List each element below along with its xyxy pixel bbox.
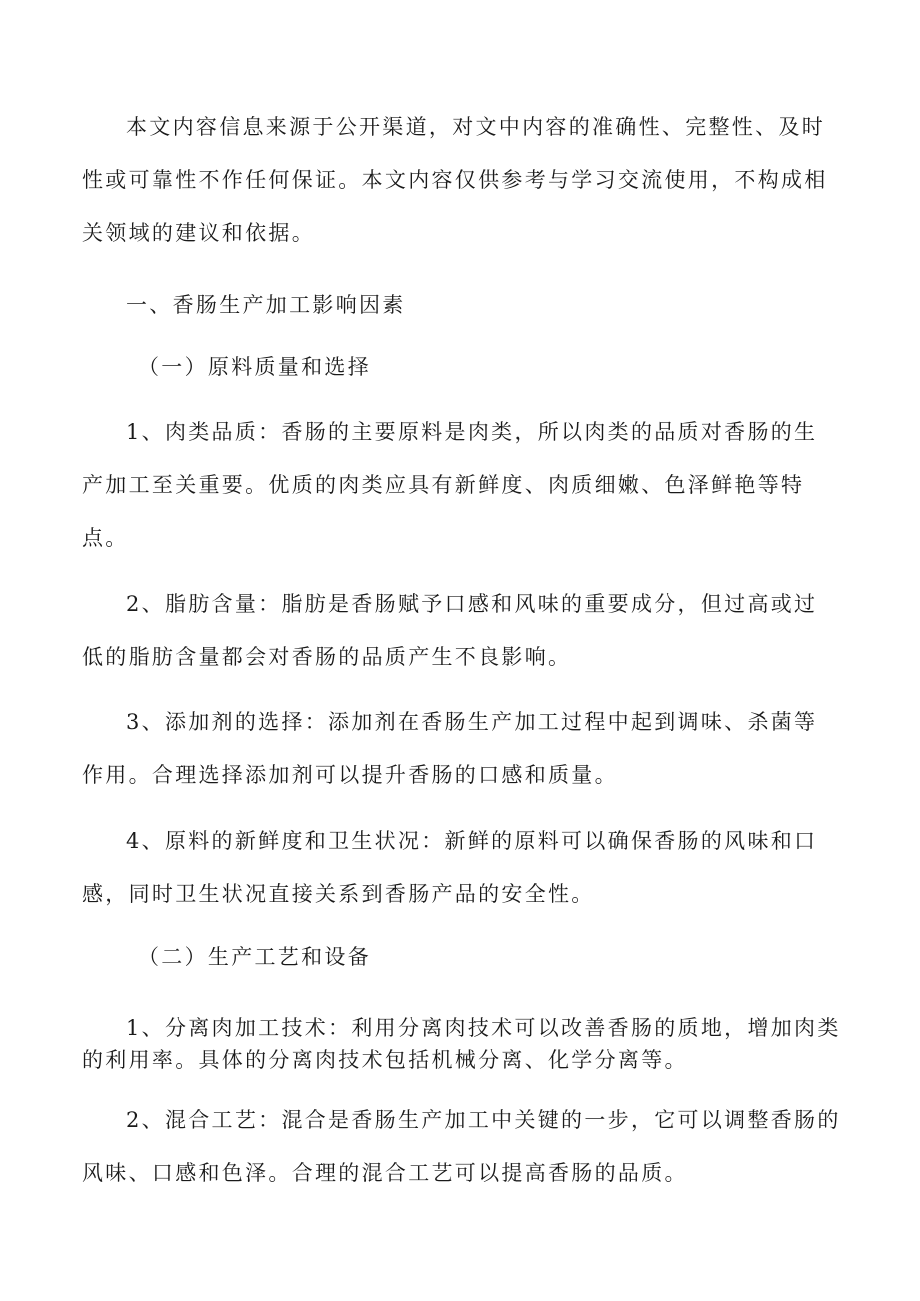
paragraph-1-2-line-1: 2、脂肪含量：脂肪是香肠赋予口感和风味的重要成分，但过高或过 <box>126 592 818 616</box>
disclaimer-line-2: 性或可靠性不作任何保证。本文内容仅供参考与学习交流使用，不构成相 <box>82 168 828 192</box>
paragraph-2-2-line-1: 2、混合工艺：混合是香肠生产加工中关键的一步，它可以调整香肠的 <box>126 1108 841 1132</box>
disclaimer-line-3: 关领域的建议和依据。 <box>82 221 315 245</box>
paragraph-1-4-line-2: 感，同时卫生状况直接关系到香肠产品的安全性。 <box>82 882 595 906</box>
paragraph-2-1-line-1: 1、分离肉加工技术：利用分离肉技术可以改善香肠的质地，增加肉类 <box>126 1016 841 1040</box>
paragraph-1-3-line-2: 作用。合理选择添加剂可以提升香肠的口感和质量。 <box>82 763 618 787</box>
paragraph-2-2-line-2: 风味、口感和色泽。合理的混合工艺可以提高香肠的品质。 <box>82 1161 688 1185</box>
paragraph-1-1-line-3: 点。 <box>82 526 129 550</box>
section-heading-1: 一、香肠生产加工影响因素 <box>126 293 406 317</box>
paragraph-1-3-line-1: 3、添加剂的选择：添加剂在香肠生产加工过程中起到调味、杀菌等 <box>126 710 818 734</box>
paragraph-1-4-line-1: 4、原料的新鲜度和卫生状况：新鲜的原料可以确保香肠的风味和口 <box>126 829 818 853</box>
paragraph-2-1-line-2: 的利用率。具体的分离肉技术包括机械分离、化学分离等。 <box>82 1048 688 1072</box>
disclaimer-line-1: 本文内容信息来源于公开渠道，对文中内容的准确性、完整性、及时 <box>126 115 825 139</box>
paragraph-1-1-line-2: 产加工至关重要。优质的肉类应具有新鲜度、肉质细嫩、色泽鲜艳等特 <box>82 473 805 497</box>
subsection-heading-1: （一）原料质量和选择 <box>138 355 371 379</box>
paragraph-1-2-line-2: 低的脂肪含量都会对香肠的品质产生不良影响。 <box>82 645 572 669</box>
subsection-heading-2: （二）生产工艺和设备 <box>138 945 371 969</box>
paragraph-1-1-line-1: 1、肉类品质：香肠的主要原料是肉类，所以肉类的品质对香肠的生 <box>126 420 818 444</box>
